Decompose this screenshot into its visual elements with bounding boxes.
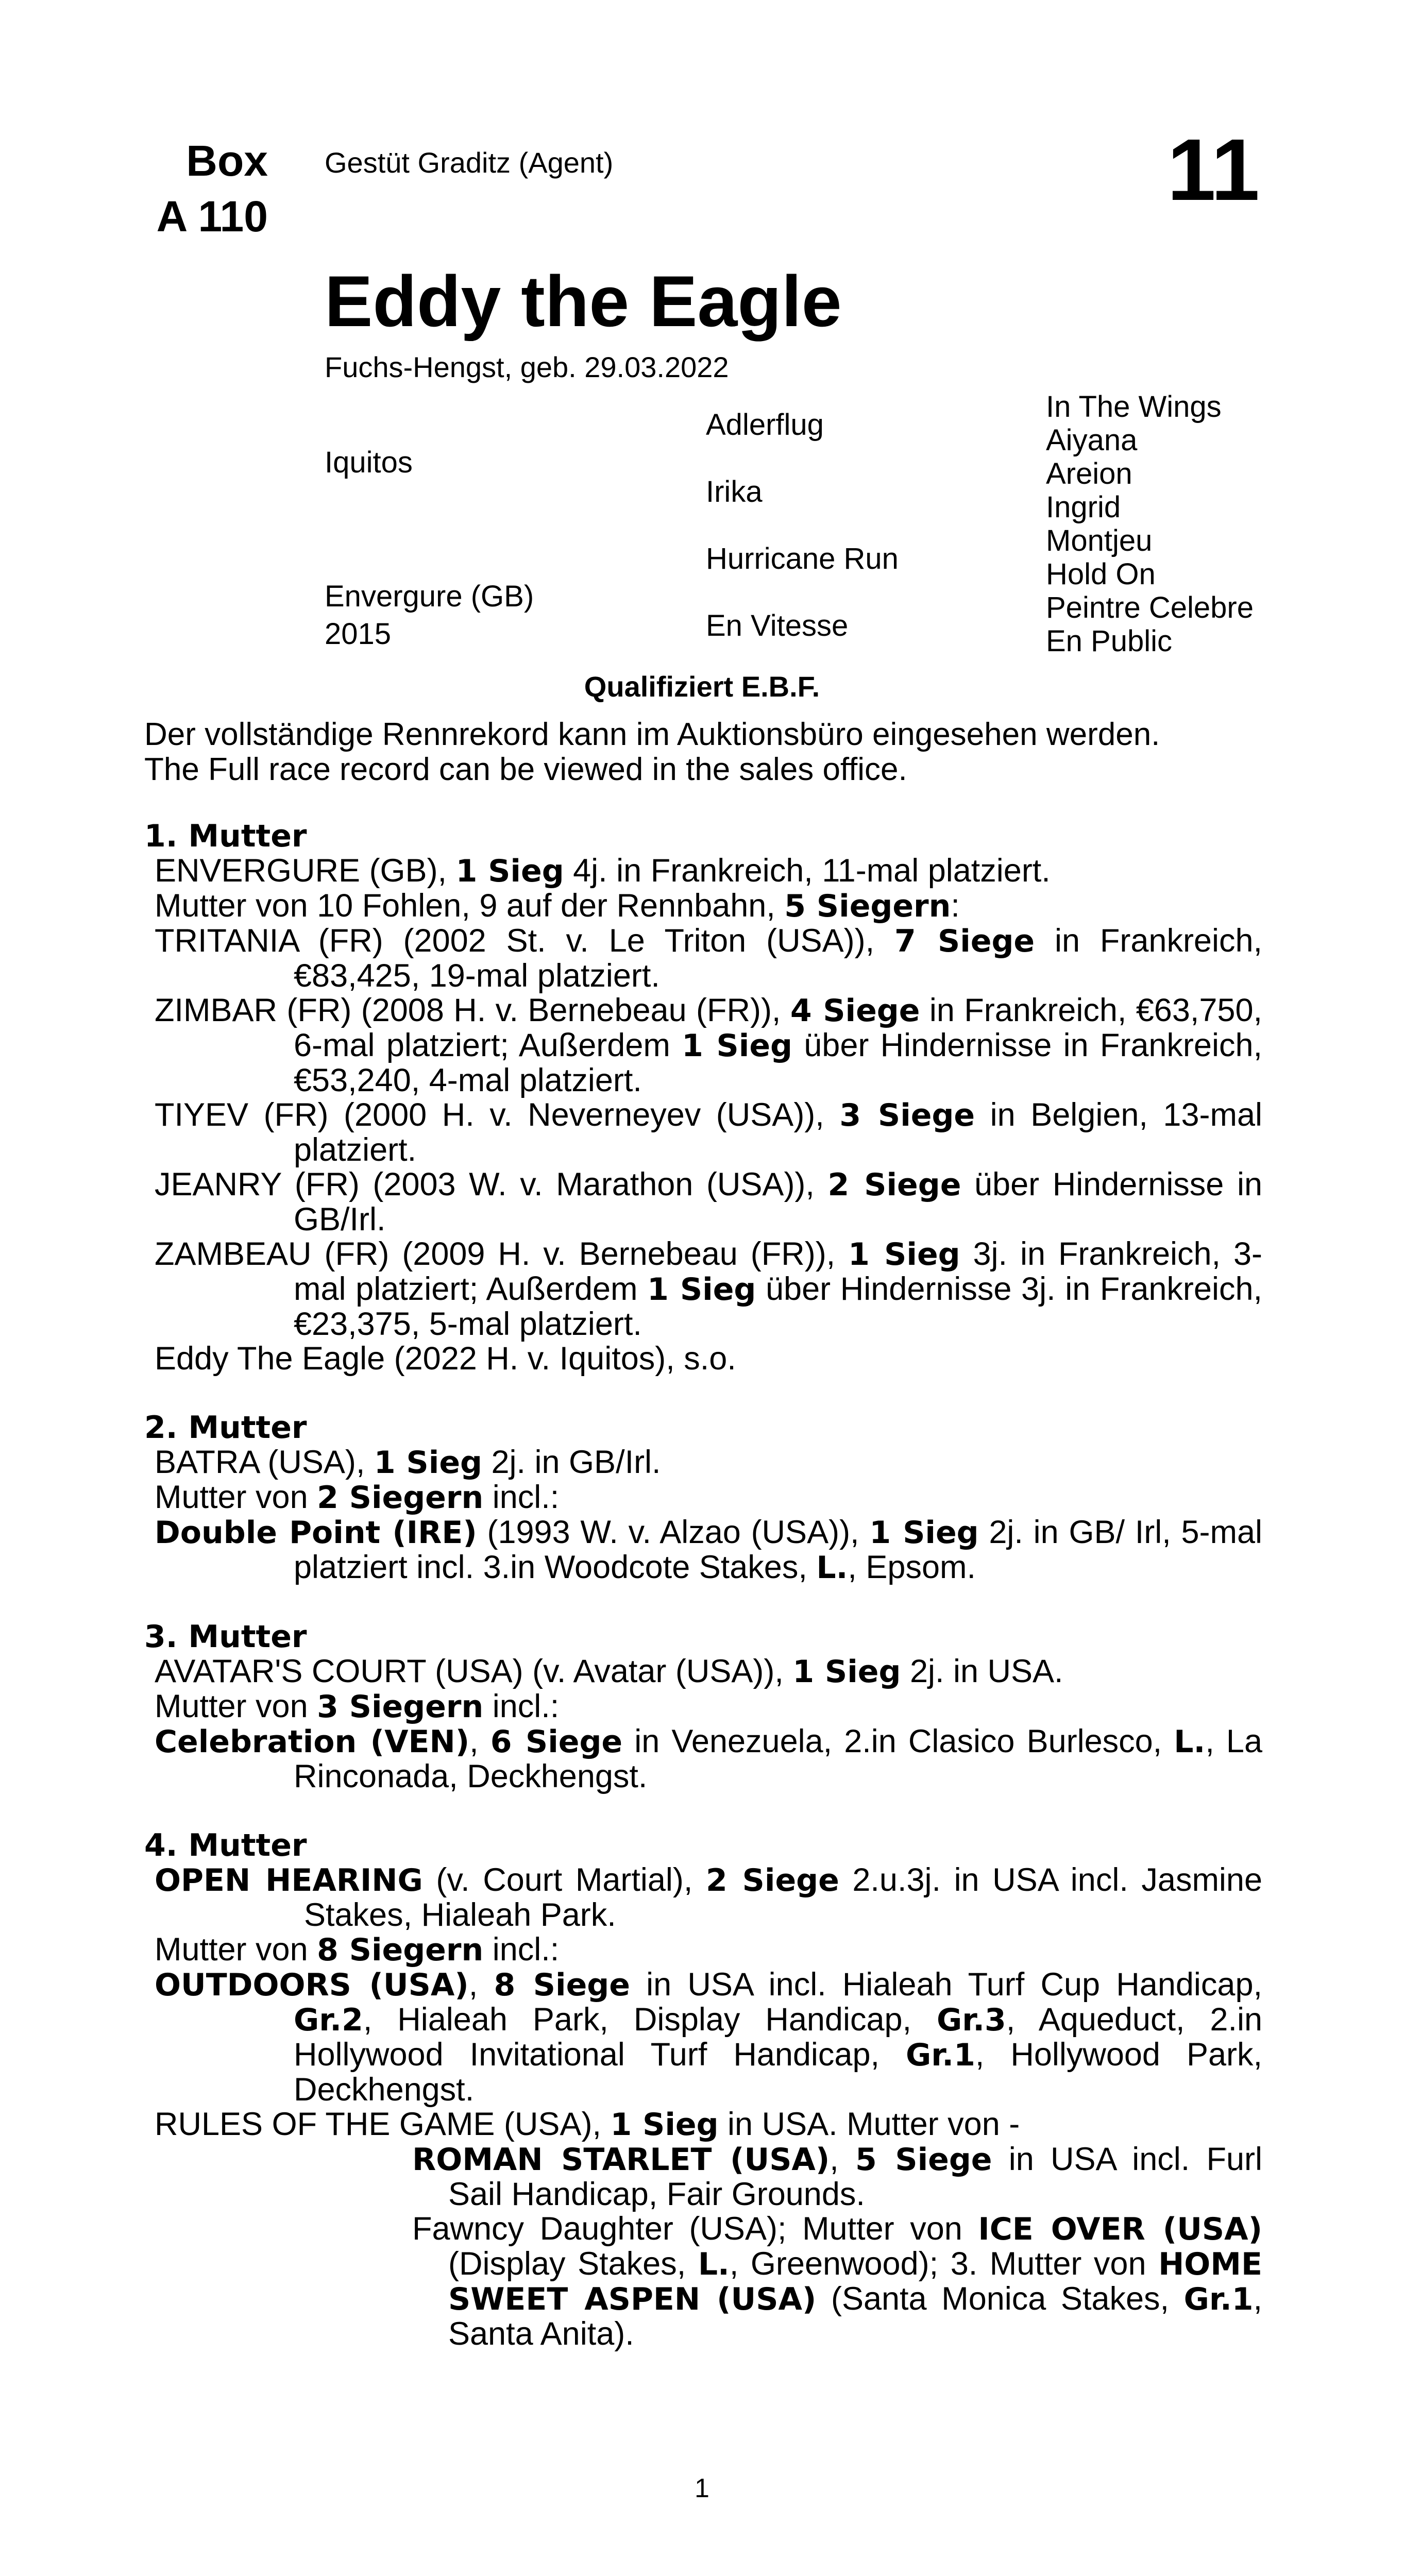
offspring-entry: TRITANIA (FR) (2002 St. v. Le Triton (USA)), 7 Siege in Frankreich, €83,425, 19-mal platziert. bbox=[155, 923, 1263, 994]
pedigree-gen2: Adlerflug bbox=[706, 408, 824, 442]
section-title: 1. Mutter bbox=[144, 818, 307, 854]
qualification: Qualifiziert E.B.F. bbox=[584, 670, 820, 703]
produce-record bbox=[144, 819, 1262, 2351]
section-fourth-dam bbox=[144, 1828, 1262, 2351]
pedigree-gen3: Peintre Celebre bbox=[1046, 591, 1254, 624]
offspring-entry: OUTDOORS (USA), 8 Siege in USA incl. Hialeah Turf Cup Handicap, Gr.2, Hialeah Park, Display Handicap, Gr.3, Aqueduct, 2.in Hollywood Invitational Turf Handicap, Gr.1, Hollywood Park, Deckhengst. bbox=[155, 1967, 1262, 2108]
pedigree-gen3: Montjeu bbox=[1046, 524, 1153, 557]
pedigree-gen3: Areion bbox=[1046, 457, 1132, 490]
dam-produce-summary: Mutter von 2 Siegern incl.: bbox=[155, 1479, 560, 1516]
pedigree-gen2: Irika bbox=[706, 475, 763, 509]
pedigree-gen3: In The Wings bbox=[1046, 390, 1222, 423]
offspring-entry: Double Point (IRE) (1993 W. v. Alzao (USA)), 1 Sieg 2j. in GB/ Irl, 5-mal platziert incl. 3.in Woodcote Stakes, L., Epsom. bbox=[155, 1514, 1262, 1586]
offspring-entry: ZAMBEAU (FR) (2009 H. v. Bernebeau (FR)), 1 Sieg 3j. in Frankreich, 3-mal platziert; Außerdem 1 Sieg über Hindernisse 3j. in Frankreich, €23,375, 5-mal platziert. bbox=[155, 1236, 1262, 1342]
offspring-entry: ZIMBAR (FR) (2008 H. v. Bernebeau (FR)), 4 Siege in Frankreich, €63,750, 6-mal platziert; Außerdem 1 Sieg über Hindernisse in Frankreich, €53,240, 4-mal platziert. bbox=[155, 992, 1262, 1098]
section-second-dam bbox=[144, 1411, 1262, 1585]
dam-produce-summary: Mutter von 8 Siegern incl.: bbox=[155, 1931, 560, 1968]
pedigree-gen2: En Vitesse bbox=[706, 609, 849, 642]
pedigree-dam-year: 2015 bbox=[325, 617, 392, 651]
section-first-dam bbox=[144, 819, 1262, 1376]
offspring-entry: JEANRY (FR) (2003 W. v. Marathon (USA)), 2 Siege über Hindernisse in GB/Irl. bbox=[155, 1166, 1262, 1238]
offspring-entry: Celebration (VEN), 6 Siege in Venezuela, 2.in Clasico Burlesco, L., La Rinconada, Deckhengst. bbox=[155, 1723, 1262, 1794]
dam-produce-summary: Mutter von 10 Fohlen, 9 auf der Rennbahn, 5 Siegern: bbox=[155, 888, 960, 924]
offspring-entry: RULES OF THE GAME (USA), 1 Sieg in USA. Mutter von - bbox=[155, 2106, 1020, 2143]
dam-record: AVATAR'S COURT (USA) (v. Avatar (USA)), 1 Sieg 2j. in USA. bbox=[155, 1653, 1063, 1690]
pedigree-sire: Iquitos bbox=[325, 446, 413, 479]
grand-offspring-entry: ROMAN STARLET (USA), 5 Siege in USA incl. Furl Sail Handicap, Fair Grounds. bbox=[412, 2141, 1262, 2212]
box-number: A 110 bbox=[156, 192, 268, 241]
pedigree-gen3: Hold On bbox=[1046, 557, 1156, 591]
box-label: Box bbox=[186, 137, 268, 185]
section-third-dam bbox=[144, 1620, 1262, 1794]
pedigree-gen3: Ingrid bbox=[1046, 490, 1121, 524]
consignor: Gestüt Graditz (Agent) bbox=[325, 146, 614, 179]
pedigree-gen3: Aiyana bbox=[1046, 423, 1138, 457]
offspring-entry: Eddy The Eagle (2022 H. v. Iquitos), s.o. bbox=[155, 1341, 736, 1377]
section-title: 2. Mutter bbox=[144, 1410, 307, 1446]
grand-offspring-entry: Fawncy Daughter (USA); Mutter von ICE OVER (USA) (Display Stakes, L., Greenwood); 3. Mutter von HOME SWEET ASPEN (USA) (Santa Monica Stakes, Gr.1, Santa Anita). bbox=[412, 2211, 1263, 2352]
dam-record: OPEN HEARING (v. Court Martial), 2 Siege 2.u.3j. in USA incl. Jasmine Stakes, Hialeah Park. bbox=[155, 1862, 1263, 1933]
offspring-entry: TIYEV (FR) (2000 H. v. Neverneyev (USA)), 3 Siege in Belgien, 13-mal platziert. bbox=[155, 1097, 1262, 1168]
page-number: 1 bbox=[695, 2473, 709, 2503]
dam-produce-summary: Mutter von 3 Siegern incl.: bbox=[155, 1688, 560, 1725]
lot-number: 11 bbox=[1167, 121, 1260, 219]
dam-record: ENVERGURE (GB), 1 Sieg 4j. in Frankreich, 11-mal platziert. bbox=[155, 853, 1051, 889]
section-title: 3. Mutter bbox=[144, 1619, 307, 1655]
pedigree-dam: Envergure (GB) bbox=[325, 580, 534, 613]
horse-description: Fuchs-Hengst, geb. 29.03.2022 bbox=[325, 351, 729, 383]
pedigree-gen2: Hurricane Run bbox=[706, 542, 899, 575]
note-en: The Full race record can be viewed in the sales office. bbox=[144, 752, 907, 787]
note-de: Der vollständige Rennrekord kann im Auktionsbüro eingesehen werden. bbox=[144, 717, 1160, 752]
pedigree-gen3: En Public bbox=[1046, 624, 1173, 658]
horse-name: Eddy the Eagle bbox=[325, 261, 842, 342]
section-title: 4. Mutter bbox=[144, 1827, 307, 1863]
dam-record: BATRA (USA), 1 Sieg 2j. in GB/Irl. bbox=[155, 1444, 661, 1481]
